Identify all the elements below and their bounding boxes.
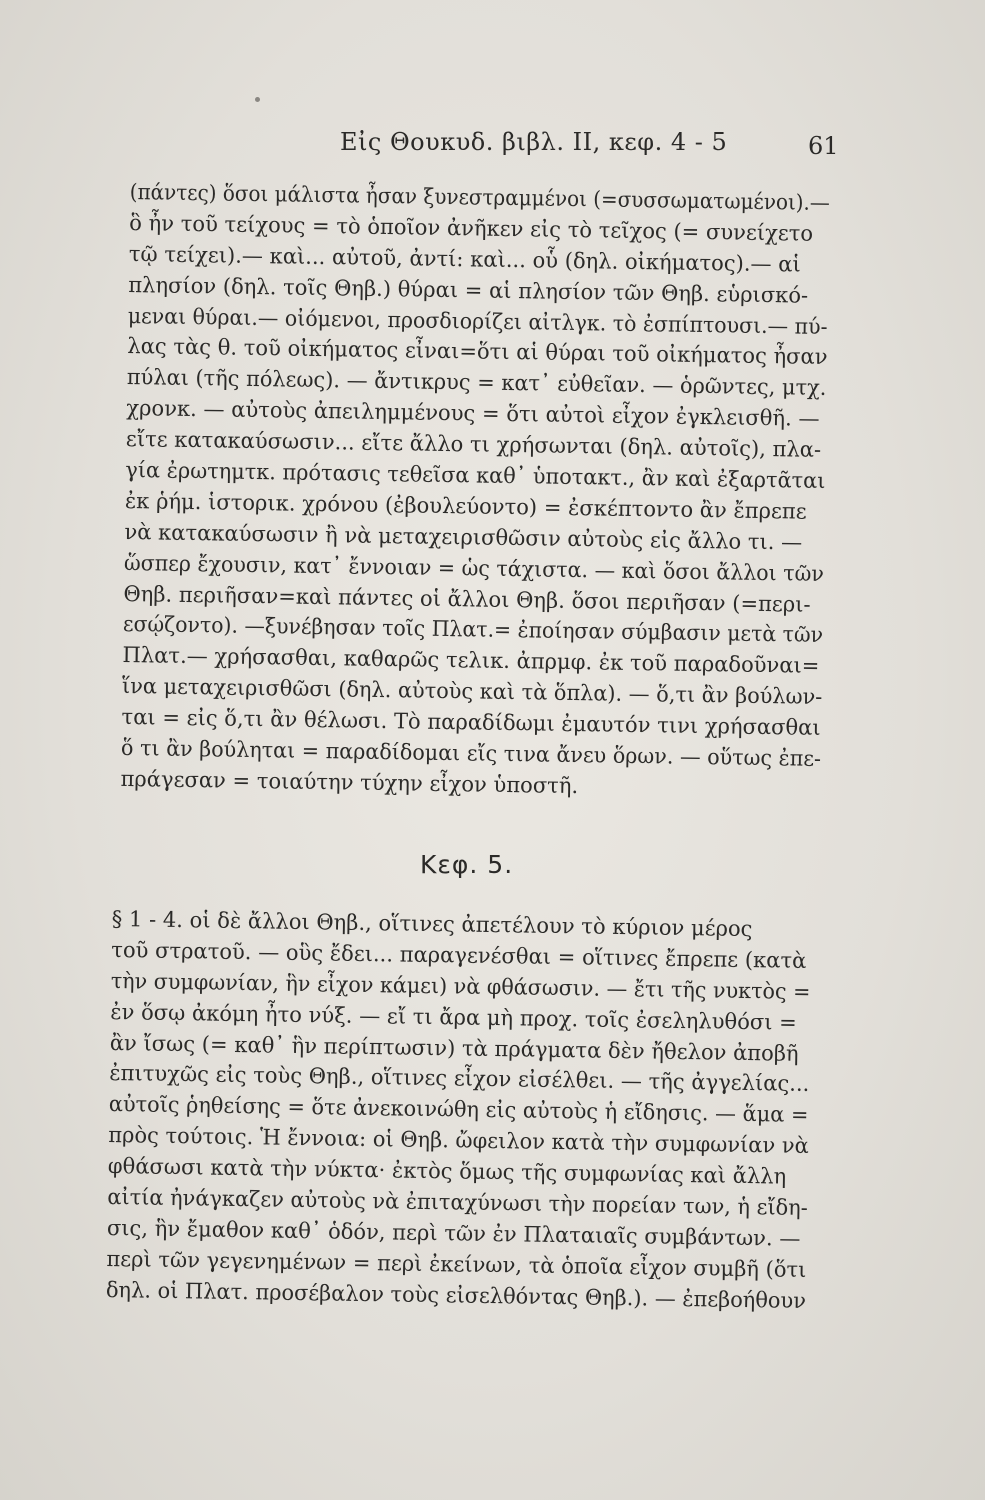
text-line: σις, ἣν ἔμαθον καθ᾿ ὁδόν, περὶ τῶν ἐν Πλαταιαῖς συμβάντων. —: [106, 1215, 801, 1252]
text-line: ἐκ ῥήμ. ἱστορικ. χρόνου (ἐβουλεύοντο) = ἐσκέπτοντο ἂν ἔπρεπε: [124, 488, 807, 525]
text-line: εἴτε κατακαύσωσιν... εἴτε ἄλλο τι χρήσωνται (δηλ. αὐτοῖς), πλα-: [125, 427, 822, 464]
text-line: ὥσπερ ἔχουσιν, κατ᾿ ἔννοιαν = ὡς τάχιστα. — καὶ ὅσοι ἄλλοι τῶν: [123, 550, 825, 587]
text-line: πύλαι (τῆς πόλεως). — ἄντικρυς = κατ᾿ εὐθεῖαν. — ὁρῶντες, μτχ.: [126, 365, 827, 402]
text-line: νὰ κατακαύσωσιν ἢ νὰ μεταχειρισθῶσιν αὐτοὺς εἰς ἄλλο τι. —: [124, 519, 803, 556]
running-header: Εἰς Θουκυδ. βιβλ. II, κεφ. 4 - 5: [340, 128, 728, 156]
text-line: μεναι θύραι.— οἰόμενοι, προσδιορίζει αἰτλγκ. τὸ ἐσπίπτουσι.— πύ-: [127, 303, 828, 340]
text-line: αὐτοῖς ῥηθείσης = ὅτε ἀνεκοινώθη εἰς αὐτοὺς ἡ εἴδησις. — ἅμα =: [108, 1092, 809, 1129]
text-line: ὃ ἦν τοῦ τείχους = τὸ ὁποῖον ἀνῆκεν εἰς τὸ τεῖχος (= συνείχετο: [129, 210, 814, 247]
text-line: πρὸς τούτοις. Ἡ ἔννοια: οἱ Θηβ. ὤφειλον κατὰ τὴν συμφωνίαν νὰ: [108, 1123, 809, 1160]
text-line: τὴν συμφωνίαν, ἣν εἶχον κάμει) νὰ φθάσωσιν. — ἔτι τῆς νυκτὸς =: [110, 968, 811, 1005]
text-line: φθάσωσι κατὰ τὴν νύκτα· ἐκτὸς ὅμως τῆς συμφωνίας καὶ ἄλλη: [107, 1154, 787, 1190]
text-line: πράγεσαν = τοιαύτην τύχην εἶχον ὑποστῆ.: [120, 766, 579, 800]
text-line: ἐπιτυχῶς εἰς τοὺς Θηβ., οἵτινες εἶχον εἰσέλθει. — τῆς ἀγγελίας...: [109, 1061, 810, 1098]
commentary-paragraph-2: [106, 905, 827, 1318]
text-line: τοῦ στρατοῦ. — οὓς ἔδει... παραγενέσθαι = οἵτινες ἔπρεπε (κατὰ: [111, 937, 807, 974]
text-line: ἵνα μεταχειρισθῶσι (δηλ. αὐτοὺς καὶ τὰ ὅπλα). — ὅ,τι ἂν βούλων-: [121, 674, 823, 711]
text-line: πλησίον (δηλ. τοῖς Θηβ.) θύραι = αἱ πλησίον τῶν Θηβ. εὑρισκό-: [128, 272, 809, 309]
commentary-paragraph-1: [120, 178, 845, 807]
text-line: § 1 - 4. οἱ δὲ ἄλλοι Θηβ., οἵτινες ἀπετέλουν τὸ κύριον μέρος: [111, 906, 753, 943]
text-line: ἂν ἴσως (= καθ᾿ ἣν περίπτωσιν) τὰ πράγματα δὲν ἤθελον ἀποβῆ: [109, 1030, 799, 1067]
section-heading: Κεφ. 5.: [420, 850, 514, 879]
text-line: λας τὰς θ. τοῦ οἰκήματος εἶναι=ὅτι αἱ θύραι τοῦ οἰκήματος ἦσαν: [127, 334, 828, 371]
text-line: αἰτία ἠνάγκαζεν αὐτοὺς νὰ ἐπιταχύνωσι τὴν πορείαν των, ἡ εἴδη-: [107, 1184, 808, 1221]
text-line: Πλατ.— χρήσασθαι, καθαρῶς τελικ. ἀπρμφ. ἐκ τοῦ παραδοῦναι=: [122, 643, 820, 680]
text-line: ται = εἰς ὅ,τι ἂν θέλωσι. Τὸ παραδίδωμι ἐμαυτόν τινι χρήσασθαι: [121, 705, 821, 742]
text-line: (πάντες) ὅσοι μάλιστα ἦσαν ξυνεστραμμένοι (=συσσωματωμένοι).—: [129, 179, 830, 216]
page-number: 61: [808, 132, 839, 160]
text-line: ἐν ὅσῳ ἀκόμη ἦτο νύξ. — εἴ τι ἄρα μὴ προχ. τοῖς ἐσεληλυθόσι =: [110, 999, 797, 1036]
text-line: ὅ τι ἂν βούληται = παραδίδομαι εἴς τινα ἄνευ ὅρων. — οὕτως ἐπε-: [120, 735, 822, 772]
text-line: γία ἐρωτημτκ. πρότασις τεθεῖσα καθ᾿ ὑποτακτ., ἂν καὶ ἐξαρτᾶται: [125, 457, 826, 494]
speck-mark: [255, 97, 260, 102]
text-line: περὶ τῶν γεγενημένων = περὶ ἐκείνων, τὰ ὁποῖα εἶχον συμβῆ (ὅτι: [106, 1246, 807, 1283]
text-line: δηλ. οἱ Πλατ. προσέβαλον τοὺς εἰσελθόντας Θηβ.). — ἐπεβοήθουν: [105, 1277, 807, 1314]
text-line: Θηβ. περιῆσαν=καὶ πάντες οἱ ἄλλοι Θηβ. ὅσοι περιῆσαν (=περι-: [123, 581, 811, 618]
text-line: τῷ τείχει).— καὶ... αὐτοῦ, ἀντί: καὶ... οὗ (δηλ. οἰκήματος).— αἱ: [128, 241, 801, 278]
text-line: χρονκ. — αὐτοὺς ἀπειλημμένους = ὅτι αὐτοὶ εἶχον ἐγκλεισθῆ. —: [126, 396, 820, 433]
text-line: εσῴζοντο). —ξυνέβησαν τοῖς Πλατ.= ἐποίησαν σύμβασιν μετὰ τῶν: [122, 612, 824, 649]
